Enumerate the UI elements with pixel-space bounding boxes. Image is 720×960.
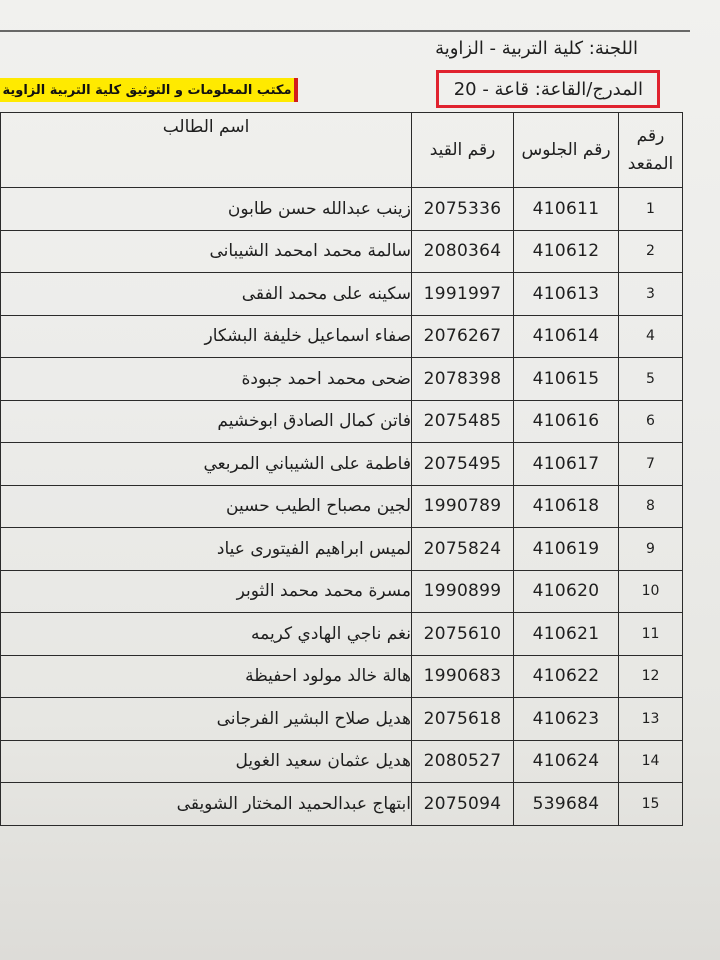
- table-row: [1, 400, 683, 443]
- table-row: [1, 528, 683, 571]
- table-body: [1, 188, 683, 826]
- sitting-number-cell: 410615: [514, 358, 619, 401]
- seat-number-cell: 3: [619, 273, 683, 316]
- name-column-header: اسم الطالب: [1, 113, 412, 188]
- sitting-number-cell: 410621: [514, 613, 619, 656]
- student-name-cell: لجين مصباح الطيب حسين: [1, 485, 412, 528]
- table-row: [1, 655, 683, 698]
- student-name-cell: سالمة محمد امحمد الشيبانى: [1, 230, 412, 273]
- hall-value: قاعة - 20: [453, 78, 530, 100]
- hall-box: [436, 70, 660, 108]
- student-name-cell: هديل عثمان سعيد الغويل: [1, 740, 412, 783]
- table-row: [1, 358, 683, 401]
- seat-number-cell: 2: [619, 230, 683, 273]
- sitting-number-cell: 410620: [514, 570, 619, 613]
- student-name-cell: صفاء اسماعيل خليفة البشكار: [1, 315, 412, 358]
- seat-number-cell: 1: [619, 188, 683, 231]
- registration-number-cell: 2080527: [412, 740, 514, 783]
- sitting-number-cell: 410614: [514, 315, 619, 358]
- banner-text: مكتب المعلومات و التوثيق كلية التربية الزاوية: [2, 82, 292, 98]
- sitting-number-cell: 410613: [514, 273, 619, 316]
- sitting-number-cell: 410622: [514, 655, 619, 698]
- student-name-cell: زينب عبدالله حسن طابون: [1, 188, 412, 231]
- table-row: [1, 485, 683, 528]
- seat-number-cell: 11: [619, 613, 683, 656]
- registration-number-cell: 2080364: [412, 230, 514, 273]
- registration-number-cell: 2078398: [412, 358, 514, 401]
- sitting-column-header: رقم الجلوس: [514, 113, 619, 188]
- registration-number-cell: 1990683: [412, 655, 514, 698]
- sitting-number-cell: 410619: [514, 528, 619, 571]
- office-banner: [0, 78, 298, 102]
- table-row: [1, 740, 683, 783]
- registration-number-cell: 1990899: [412, 570, 514, 613]
- seat-number-cell: 15: [619, 783, 683, 826]
- sitting-number-cell: 410623: [514, 698, 619, 741]
- table-row: [1, 570, 683, 613]
- sitting-number-cell: 410618: [514, 485, 619, 528]
- registration-number-cell: 1991997: [412, 273, 514, 316]
- registration-column-header: رقم القيد: [412, 113, 514, 188]
- seat-number-cell: 9: [619, 528, 683, 571]
- seat-number-cell: 10: [619, 570, 683, 613]
- table-row: [1, 783, 683, 826]
- table-row: [1, 273, 683, 316]
- registration-number-cell: 2075824: [412, 528, 514, 571]
- table-header-row: [1, 113, 683, 188]
- seat-number-cell: 13: [619, 698, 683, 741]
- student-name-cell: ابتهاج عبدالحميد المختار الشويقى: [1, 783, 412, 826]
- sitting-number-cell: 410617: [514, 443, 619, 486]
- table-row: [1, 315, 683, 358]
- top-divider-line: [0, 30, 690, 32]
- table-row: [1, 613, 683, 656]
- student-name-cell: سكينه على محمد الفقى: [1, 273, 412, 316]
- seat-number-cell: 5: [619, 358, 683, 401]
- registration-number-cell: 2075094: [412, 783, 514, 826]
- seat-number-cell: 14: [619, 740, 683, 783]
- table-row: [1, 698, 683, 741]
- committee-label: اللجنة:: [588, 38, 638, 59]
- student-name-cell: هالة خالد مولود احفيظة: [1, 655, 412, 698]
- table-row: [1, 443, 683, 486]
- registration-number-cell: 2075618: [412, 698, 514, 741]
- sitting-number-cell: 410612: [514, 230, 619, 273]
- student-name-cell: فاتن كمال الصادق ابوخشيم: [1, 400, 412, 443]
- seat-column-header: رقم المقعد: [619, 113, 683, 188]
- table-row: [1, 230, 683, 273]
- student-name-cell: مسرة محمد محمد الثوبر: [1, 570, 412, 613]
- hall-label: المدرج/القاعة:: [534, 78, 643, 100]
- seat-number-cell: 6: [619, 400, 683, 443]
- seat-number-cell: 8: [619, 485, 683, 528]
- seat-number-cell: 7: [619, 443, 683, 486]
- seat-number-cell: 4: [619, 315, 683, 358]
- sitting-number-cell: 410624: [514, 740, 619, 783]
- sitting-number-cell: 410611: [514, 188, 619, 231]
- committee-line: [435, 38, 638, 59]
- sitting-number-cell: 539684: [514, 783, 619, 826]
- sitting-number-cell: 410616: [514, 400, 619, 443]
- committee-value: كلية التربية - الزاوية: [435, 38, 584, 59]
- student-name-cell: لميس ابراهيم الفيتورى عياد: [1, 528, 412, 571]
- registration-number-cell: 1990789: [412, 485, 514, 528]
- registration-number-cell: 2075485: [412, 400, 514, 443]
- registration-number-cell: 2076267: [412, 315, 514, 358]
- registration-number-cell: 2075495: [412, 443, 514, 486]
- seat-number-cell: 12: [619, 655, 683, 698]
- registration-number-cell: 2075610: [412, 613, 514, 656]
- student-name-cell: نغم ناجي الهادي كريمه: [1, 613, 412, 656]
- registration-number-cell: 2075336: [412, 188, 514, 231]
- students-table: [0, 112, 683, 826]
- student-name-cell: فاطمة على الشيباني المربعي: [1, 443, 412, 486]
- student-name-cell: هديل صلاح البشير الفرجانى: [1, 698, 412, 741]
- student-name-cell: ضحى محمد احمد جبودة: [1, 358, 412, 401]
- table-row: [1, 188, 683, 231]
